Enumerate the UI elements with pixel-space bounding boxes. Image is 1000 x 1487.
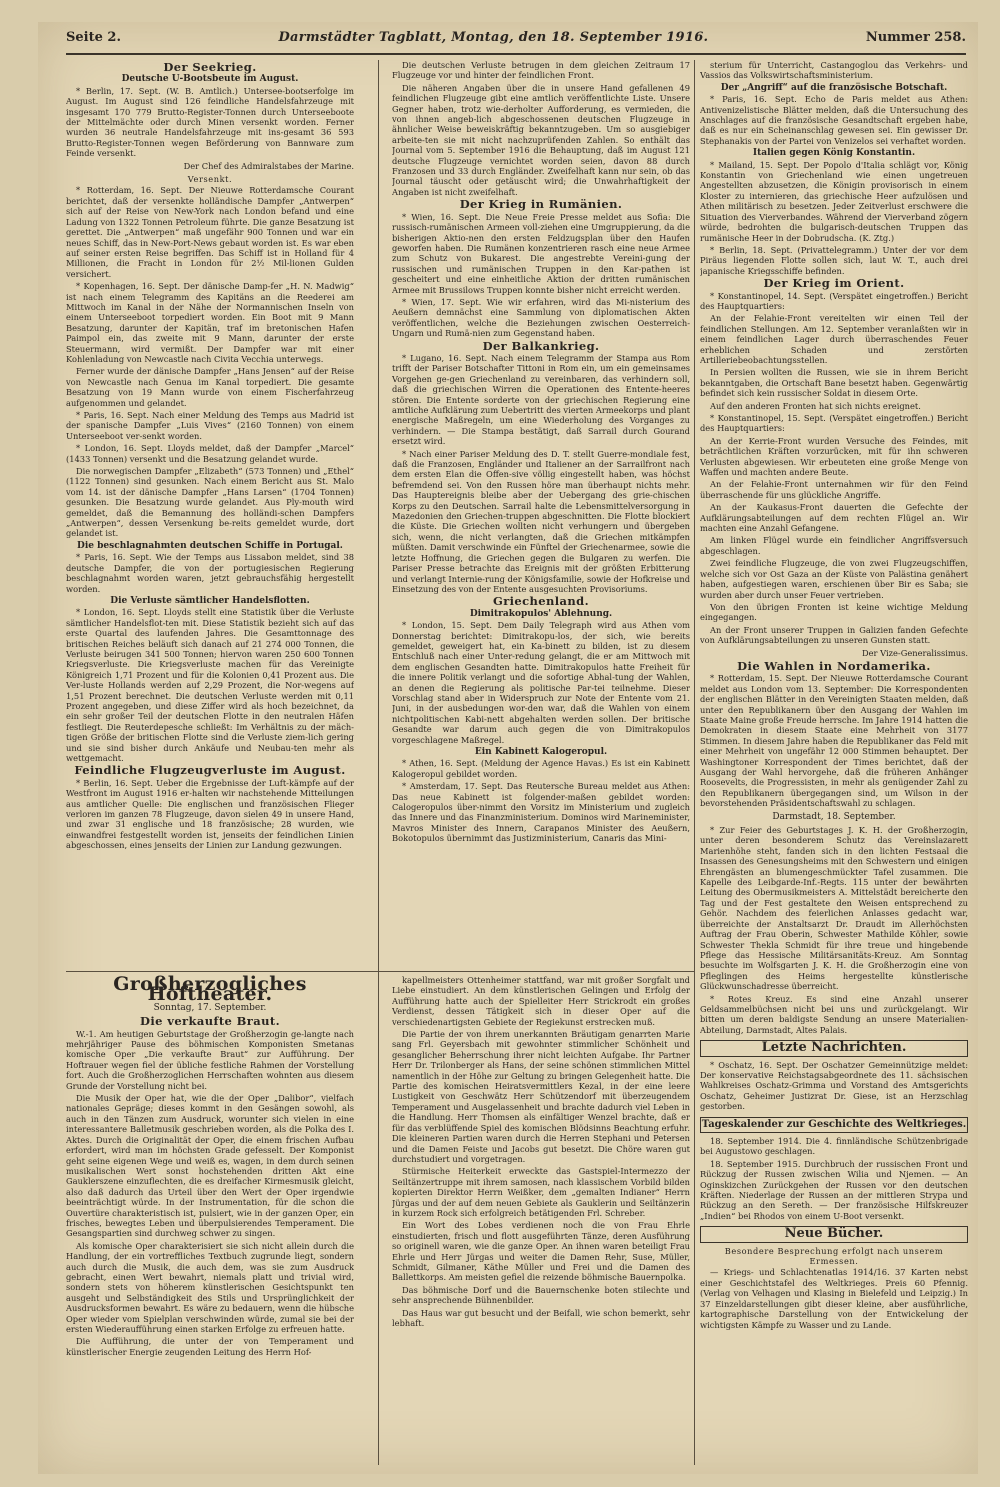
article-paragraph: * Konstantinopel, 15. Sept. (Verspätet eingetroffen.) Bericht des Hauptquartiers: — [700, 413, 968, 434]
subheading-u-boot: Deutsche U-Bootsbeute im August. — [121, 74, 299, 85]
section-title-balkankrieg: Der Balkankrieg. — [482, 338, 600, 353]
article-paragraph: * Konstantinopel, 14. Sept. (Verspätet eingetroffen.) Bericht des Hauptquartiers: — [700, 290, 968, 311]
review-paragraph: Als komische Oper charakterisiert sie sich nicht allein durch die Handlung, der ein vortreffliches Textbuch zugrunde liegt, sondern auch durch die Musik, die auch dem, was sie zum Ausdruck gebracht, einen Wert bewahrt, niemals platt und trivial wird, sondern stets von höherem künstlerischen Gesichtspunkt ten ausgeht und Selbständigkeit des Stils und Ursprünglichkeit der Ausdrucksformen bewahrt. Es wäre zu bedauern, wenn die hübsche Oper wieder vom Spielplan verschwinden würde, zumal sie bei der ersten Wiederaufführung einen starken Erfolge zu erfreuen hatte. — [66, 1240, 354, 1334]
article-paragraph: * Berlin, 17. Sept. (W. B. Amtlich.) Untersee-bootserfolge im August. Im August sind 126 feindliche Handelsfahrzeuge mit insgesamt 170 779 Brutto-Register-Tonnen durch Unterseeboote der Mittelmächte oder durch Minen versenkt worden. Ferner wurden 36 neutrale Handelsfahrzeuge mit ins-gesamt 36 593 Brutto-Register-Tonnen wegen Beförderung von Bannware zum Feinde versenkt. — [66, 85, 354, 159]
section-title-rumaenien: Der Krieg in Rumänien. — [459, 197, 623, 212]
section-title-orient: Der Krieg im Orient. — [763, 276, 905, 291]
article-paragraph: Die deutschen Verluste betrugen in dem gleichen Zeitraum 17 Flugzeuge vor und hinter der feindlichen Front. — [392, 60, 690, 81]
article-paragraph: * Mailand, 15. Sept. Der Popolo d'Italia schlägt vor, König Konstantin von Griechenland wie einen ungetreuen Angestellten abzusetzen, die Königin provisorisch in einem Kloster zu internieren, das griechische Heer aufzulösen und Athen militärisch zu besetzen. Jeder Zeitverlust erschwere die Situation des Vierverbandes. Während der Vierverband zögern würde, bedrohten die bulgarisch-deutschen Truppen das rumänische Heer in der Dobrudscha. (K. Ztg.) — [700, 159, 968, 243]
article-paragraph: * Wien, 17. Sept. Wie wir erfahren, wird das Mi-nisterium des Aeußern demnächst eine Sammlung von diplomatischen Akten veröffentlichen, welche die Beziehungen zwischen Oesterreich-Ungarn und Rumä-nien zum Gegenstand haben. — [392, 296, 690, 339]
theater-column-1 — [66, 975, 354, 1465]
article-paragraph: An der Felahie-Front unternahmen wir für den Feind überraschende für uns glückliche Angriffe. — [700, 479, 968, 500]
review-paragraph: kapellmeisters Ottenheimer stattfand, war mit großer Sorgfalt und Liebe einstudiert. An dem künstlerischen Gelingen und Erfolg der Aufführung hatte auch der Spielleiter Herr Strickrodt ein großes Verdienst, dessen Tätigkeit sich in dieser Oper auf die verschiedenartigsten Gebiete der Regiekunst erstrecken muß. — [392, 975, 690, 1027]
review-paragraph: W.-1. Am heutigen Geburtstage der Großherzogin ge-langte nach mehrjähriger Pause des böhmischen Komponisten Smetanas komische Oper „Die verkaufte Braut“ zur Aufführung. Der Hoftrauer wegen fiel der übliche festliche Rahmen der Vorstellung fort. Auch die Großherzoglichen Herrschaften wohnten aus diesem Grunde der Vorstellung nicht bei. — [66, 1028, 354, 1091]
article-paragraph: — Kriegs- und Schlachtenatlas 1914/16. 37 Karten nebst einer Geschichtstafel des Weltkrieges. Preis 60 Pfennig. (Verlag von Velhagen und Klasing in Bielefeld und Leipzig.) In 37 Einzeldarstellungen gibt dieser kleine, aber ausführliche, kartographische Darstellung von der Entwickelung der wichtigsten Kämpfe zu Wasser und zu Lande. — [700, 1267, 968, 1330]
article-paragraph: * Athen, 16. Sept. (Meldung der Agence Havas.) Es ist ein Kabinett Kalogeropul gebildet worden. — [392, 758, 690, 779]
theater-title: Großherzogliches Hoftheater. — [113, 975, 307, 1006]
article-paragraph: sterium für Unterricht, Castangoglou das Verkehrs- und Vassios das Volkswirtschaftsministerium. — [700, 60, 968, 81]
newspaper-title: Darmstädter Tagblatt, Montag, den 18. September 1916. — [278, 30, 709, 45]
article-paragraph: * Berlin, 18. Sept. (Privattelegramm.) Unter der vor dem Piräus liegenden Flotte sollen sich, laut W. T., auch drei japanische Kriegsschiffe befinden. — [700, 244, 968, 276]
review-paragraph: Die Musik der Oper hat, wie die der Oper „Dalibor“, vielfach nationales Gepräge; dieses kommt in den Gesängen sowohl, als auch in den Tänzen zum Ausdruck, worunter sich vielen in eine interessantere Balletmusik geschrieben worden, als die Polka des I. Aktes. Durch die Originalität der Oper, die einem frischen Aufbau erfordert, wird man im höchsten Grade gefesselt. Der Komponist geht seine eigenen Wege und weiß es, wagen, in dem durch seinen musikalischen Wert sonst hochstehenden dritten Akt eine Gauklerszene einzuflechten, die es dreifacher Kirmesmusik gleicht, also daß dadurch das Urteil über den Wert der Oper irgendwie beeinträchtigt würde. In der Instrumentation, für die schon die Ouvertüre charakteristisch ist, pulsiert, wie in der ganzen Oper, ein frisches, bewegtes Leben und überpulsierendes Temperament. Die Gesangspartien sind durchweg schwer zu singen. — [66, 1093, 354, 1239]
masthead — [66, 30, 966, 52]
review-paragraph: Ein Wort des Lobes verdienen noch die von Frau Ehrle einstudierten, frisch und flott ausgeführten Tänze, deren Ausführung so originell waren, wie die ganze Oper. An ihnen waren beteiligt Frau Ehrle und Herr Jürgas und weiter die Damen Rehr, Suse, Müller, Schmidt, Gilmaner, Käthe Müller und Frei und die Damen des Ballettkorps. Am meisten gefiel die reizende böhmische Bauernpolka. — [392, 1220, 690, 1283]
review-paragraph: Die Aufführung, die unter der von Temperament und künstlerischer Energie zeugenden Leitung des Herrn Hof- — [66, 1336, 354, 1357]
theater-column-2 — [392, 975, 690, 1465]
article-paragraph: * Oschatz, 16. Sept. Der Oschatzer Gemeinnützige meldet: Der konservative Reichstagsabgeordnete des 11. sächsischen Wahlkreises Oschatz-Grimma und Vorstand des Amtsgerichts Oschatz, Geheimer Justizrat Dr. Giese, ist an Herzschlag gestorben. — [700, 1059, 968, 1112]
article-paragraph: * London, 15. Sept. Dem Daily Telegraph wird aus Athen vom Donnerstag berichtet: Dimitrakopu-los, der sich, wie bereits gemeldet, geweigert hat, ein Ka-binett zu bilden, ist zu diesem Entschluß nach einer Unter-redung gelangt, die er am Mittwoch mit dem englischen Gesandten hatte. Dimitrakopulos hatte Freiheit für die innere Politik verlangt und die sofortige Abhal-tung der Wahlen, an denen die Regierung als politische Par-tei teilnehme. Dieser Vorschlag stand aber in Widerspruch zur Note der Entente vom 21. Juni, in der ausbedungen wor-den war, daß die Wahlen von einem nichtpolitischen Kabi-nett abgehalten werden sollen. Der britische Gesandte war darum auch gegen die von Dimitrakopulos vorgeschlagene Maßregel. — [392, 620, 690, 745]
theater-date: Sonntag, 17. September. — [153, 1002, 267, 1013]
article-paragraph: * Wien, 16. Sept. Die Neue Freie Presse meldet aus Sofia: Die russisch-rumänischen Armeen voll-ziehen eine Umgruppierung, da die bisherigen Aktio-nen den ersten Feldzugsplan über den Haufen geworfen haben. Die Rumänen konzentrieren rasch eine neue Armee zum Schutz von Bukarest. Die angestrebte Vereini-gung der russischen und rumänischen Truppen in den Kar-pathen ist gescheitert und eine einheitliche Aktion der dritten rumänischen Armee mit Brussilows Truppen konnte bisher nicht erreicht werden. — [392, 211, 690, 295]
signature: Der Chef des Admiralstabes der Marine. — [183, 160, 354, 171]
article-paragraph: * Berlin, 16. Sept. Ueber die Ergebnisse der Luft-kämpfe auf der Westfront im August 1916 er-halten wir nachstehende Mitteilungen aus amtlicher Quelle: Die englischen und französischen Flieger verloren im ganzen 78 Flugzeuge, davon sielen 49 in unsere Hand, und zwar 31 englische und 18 französische; 28 wurden, wie einwandfrei festgestellt worden ist, jenseits der feindlichen Linien abgeschossen, eines jenseits der Linien zur Landung gezwungen. — [66, 777, 354, 851]
column-rule-2 — [694, 60, 695, 1465]
article-paragraph: * Paris, 16. Sept. Echo de Paris meldet aus Athen: Antivenizelistische Blätter melden, daß die Untersuchung des Anschlages auf die französische Gesandtschaft ergeben habe, daß es nur ein Scheinanschlag gewesen sei. Ein gewisser Dr. Stephanakis von der Partei von Venizelos sei verhaftet worden. — [700, 94, 968, 146]
header-rule — [66, 53, 966, 55]
article-paragraph: * London, 16. Sept. Lloyds meldet, daß der Dampfer „Marcel“ (1433 Tonnen) versenkt und die Besatzung gelandet wurde. — [66, 443, 354, 464]
article-paragraph: In Persien wollten die Russen, wie sie in ihrem Bericht bekanntgaben, die Ortschaft Bane besetzt haben. Gegenwärtig befindet sich kein russischer Soldat in diesem Orte. — [700, 367, 968, 399]
article-paragraph: * London, 16. Sept. Lloyds stellt eine Statistik über die Verluste sämtlicher Handelsflot-ten mit. Diese Statistik bezieht sich auf das erste Quartal des laufenden Jahres. Die Gesamttonnage des britischen Reiches beläuft sich danach auf 21 274 000 Tonnen, die Verluste beirugen 341 500 Tonnen; hiervon waren 250 600 Tonnen Kriegsverluste. Die Kriegsverluste machen für das Vereinigte Königreich 1,71 Prozent und für die Kolonien 0,41 Prozent aus. Die Ver-luste Hollands werden auf 2,29 Prozent, die Nor-wegens auf 1,51 Prozent berechnet. Die deutschen Verluste werden mit 0,11 Prozent angegeben, und diese Ziffer wird als hoch bezeichnet, da ein sehr großer Teil der deutschen Flotte in den neutralen Häfen festliegt. Die Reuterdepesche schließt: Im Verhältnis zu der mäch-tigen Größe der britischen Flotte sind die Verluste ziem-lich gering und sie sind bisher durch Ankäufe und Neubau-ten mehr als wettgemacht. — [66, 607, 354, 763]
column-2 — [392, 60, 690, 970]
article-paragraph: * Rotterdam, 15. Sept. Der Nieuwe Rotterdamsche Courant meldet aus London vom 13. September: Die Korrespondenten der englischen Blätter in den Vereinigten Staaten melden, daß unter den Republikanern über den Ausgang der Wahlen im Staate Maine große Freude herrsche. Im Jahre 1914 hatten die Demokraten in diesem Staate eine Mehrheit von 3177 Stimmen. In diesem Jahre haben die Republikaner das Feld mit einer Mehrheit von ungefähr 12 000 Stimmen behauptet. Der Washingtoner Korrespondent der Times berichtet, daß der Ausgang der Wahl hervorgehe, daß die früheren Anhänger Roosevelts, die Progressisten, in mehr als genügender Zahl zu den Republikanern übergegangen sind, um Wilson in der bevorstehenden Präsidentschaftswahl zu schlagen. — [700, 673, 968, 809]
article-paragraph: An der Felahie-Front vereitelten wir einen Teil der feindlichen Stellungen. Am 12. September veranlaßten wir in einem feindlichen Lager durch überraschendes Feuer erheblichen Schaden und zerstörten Artilleriebeobachtungsstellen. — [700, 313, 968, 365]
section-title-griechenland: Griechenland. — [492, 594, 590, 609]
article-paragraph: * Rotes Kreuz. Es sind eine Anzahl unserer Geldsammelbüchsen nicht bei uns und zurückgelangt. Wir bitten um deren baldigste Sendung an unsere Materialien-Abteilung, Darmstadt, Altes Palais. — [700, 993, 968, 1035]
subheading-ablehnung: Dimitrakopulos' Ablehnung. — [469, 608, 613, 619]
review-paragraph: Die Partie der von ihrem unerkannten Bräutigam genarrten Marie sang Frl. Geyersbach mit gewohnter stimmlicher Schönheit und gesanglicher Beherrschung ihrer nicht leichten Aufgabe. Ihr Partner Herr Dr. Trilonberger als Hans, der seine schönen stimmlichen Mittel namentlich in der Höhe zur Geltung zu bringen Gelegenheit hatte. Die Partie des komischen Heiratsvermittlers Kezal, in der eine leere Lustigkeit von Geschwätz Herr Schützendorf mit überzeugendem Temperament und Ausgelassenheit und brachte dadurch viel Leben in die Handlung. Herr Thomsen als einfältiger Wenzel brachte, daß er für das verblüffende Spiel des komischen Blödsinns Beachtung erfuhr. Die kleineren Partien waren durch die Herren Stephani und Petersen und die Damen Feiste und Jacobs gut besetzt. Die Chöre waren gut durchstudiert und vorgetragen. — [392, 1029, 690, 1164]
column-rule-1 — [378, 60, 379, 1465]
article-paragraph: * Amsterdam, 17. Sept. Das Reutersche Bureau meldet aus Athen: Das neue Kabinett ist folgender-maßen gebildet worden: Calogeropulos über-nimmt den Vorsitz im Ministerium und zugleich das Innere und das Finanzministerium. Dominos wird Marineminister, Mavros Minister des Innern, Carapanos Minister des Aeußern, Bokotopulos übernimmt das Justizministerium, Canaris das Mini- — [392, 781, 690, 844]
article-paragraph: Die näheren Angaben über die in unsere Hand gefallenen 49 feindlichen Flugzeuge gibt eine amtlich veröffentlichte Liste. Unsere Gegner haben, trotz wie-derholter Aufforderung, es vermieden, die von ihnen angeb-lich abgeschossenen deutschen Flugzeuge in ähnlicher Weise beweiskräftig bekanntzugeben. Um so ausgiebiger arbeite-ten sie mit nicht nachzuprüfenden Zahlen. So enthält das Journal vom 5. September 1916 die Behauptung, daß im August 121 deutsche Flugzeuge vernichtet worden seien, davon 88 durch Franzosen und 33 durch Engländer. Zweifelhaft kann nur sein, ob das Journal täuscht oder getäuscht wird; die Unwahrhaftigkeit der Angaben ist nicht zweifelhaft. — [392, 82, 690, 197]
section-title-letzte-nachrichten: Letzte Nachrichten. — [700, 1040, 968, 1056]
article-paragraph: 18. September 1915. Durchbruch der russischen Front und Rückzug der Russen zwischen Wilia und Njemen. — An Oginskizchen Zurückgehen der Russen vor den deutschen Kräften. Niederlage der Russen an der mittleren Strypa und Rückzug an den Sereth. — Der französische Hilfskreuzer „Indien“ bei Rhodos von einem U-Boot versenkt. — [700, 1158, 968, 1221]
review-paragraph: Stürmische Heiterkeit erweckte das Gastspiel-Intermezzo der Seiltänzertruppe mit ihrem samosen, nach klassischem Vorbild bilden kopierten Direktor Herrn Weißker, dem „gemalten Indianer“ Herrn Jürgas und der auf dem neuen Gebiete als Gauklerin und Seiltänzerin in kurzem Rock sich erfolgreich betätigenden Frl. Schreber. — [392, 1166, 690, 1218]
article-paragraph: * Nach einer Pariser Meldung des D. T. stellt Guerre-mondiale fest, daß die Franzosen, Engländer und Italiener an der Sarrailfront nach dem ersten Elan die Offen-sive völlig eingestellt haben, was höchst befremdend sei. Von den Russen höre man überhaupt nichts mehr. Das Hauptereignis bleibe aber der Uebergang des grie-chischen Korps zu den Deutschen. Sarrail halte die Lebensmittelversorgung in Mazedonien den Griechen-truppen abgeschnitten. Die Flotte blockiert die Küste. Die Griechen wollten nicht verhungern und übergeben sich, wenn, die nicht verlangten, daß die Griechen mitkämpfen müßten. Damit verschwinde ein Fünftel der Griechenarmee, sowie die letzte Hoffnung, die Griechen gegen die Bulgaren zu werfen. Die Pariser Presse betrachte das Ereignis mit der größten Erbitterung und verlangt Internie-rung der Königsfamilie, sowie der Hofkreise und Einsetzung des von der Entente ausgesuchten Provisoriums. — [392, 448, 690, 594]
article-paragraph: Ferner wurde der dänische Dampfer „Hans Jensen“ auf der Reise von Newcastle nach Genua im Kanal torpediert. Die gesamte Besatzung von 19 Mann wurde von einem Fischerfahrzeug aufgenommen und gelandet. — [66, 366, 354, 408]
subheading-kabinett: Ein Kabinett Kalogeropul. — [474, 747, 608, 757]
subheading-handelsflotten: Die Verluste sämtlicher Handelsflotten. — [110, 595, 310, 606]
section-title-seekrieg: Der Seekrieg. — [163, 60, 257, 74]
subheading-italien: Italien gegen König Konstantin. — [752, 148, 916, 159]
article-paragraph: * Kopenhagen, 16. Sept. Der dänische Damp-fer „H. N. Madwig“ ist nach einem Telegramm des Kapitäns an die Reederei am Mittwoch im Kanal in der Nähe der Normannischen Inseln von einem Unterseeboot torpediert worden. Ein Boot mit 9 Mann Besatzung, darunter der Kapitän, traf im bretonischen Hafen Paimpol ein, das zweite mit 9 Mann, darunter der erste Steuermann, wird vermißt. Der Dampfer war mit einer Kohlenladung von Newcastle nach Civita Vecchia unterwegs. — [66, 281, 354, 364]
article-paragraph: Zwei feindliche Flugzeuge, die von zwei Flugzeugschiffen, welche sich vor Ost Gaza an der Küste von Palästina genähert haben, aufgestiegen waren, erschienen über Bir es Saba; sie wurden aber durch unser Feuer vertrieben. — [700, 558, 968, 600]
article-paragraph: * Zur Feier des Geburtstages J. K. H. der Großherzogin, unter deren besonderem Schutz das Vereinslazarett Marienhöhe steht, fanden sich in den lichten Festsaal die Insassen des Genesungsheims mit den Schwestern und einigen Ehrengästen an blumengeschmückter Tafel zusammen. Die Kapelle des Leibgarde-Inf.-Regts. 115 unter der bewährten Leitung des Obermusikmeisters A. Mittelstädt bereicherte den Tag und der Fest gestaltete den Weisen entsprechend zu Gehör. Nachdem des feierlichen Anlasses gedacht war, überreichte der Anstaltsarzt Dr. Draudt im Allerhöchsten Auftrag der Frau Oberin, Schwester Mathilde Köhler, sowie Schwester Thekla Schmidt für ihre treue und hingebende Pflege das Hessische Militärsanitäts-Kreuz. Am Sonntag besuchte im Wolfsgarten J. K. H. die Großherzogin eine von Pfleglingen des Heims hergestellte künstlerische Glückwunschadresse überreicht. — [700, 825, 968, 992]
subheading-portugal: Die beschlagnahmten deutschen Schiffe in Portugal. — [77, 540, 343, 551]
article-paragraph: An der Kaukasus-Front dauerten die Gefechte der Aufklärungsabteilungen auf dem rechten Flügel an. Wir machten eine Anzahl Gefangene. — [700, 502, 968, 534]
article-paragraph: Am linken Flügel wurde ein feindlicher Angriffsversuch abgeschlagen. — [700, 535, 968, 556]
article-paragraph: * Paris, 16. Sept. Nach einer Meldung des Temps aus Madrid ist der spanische Dampfer „Luis Vives“ (2160 Tonnen) von einem Unterseeboot ver-senkt worden. — [66, 410, 354, 441]
issue-number: Nummer 258. — [865, 30, 966, 45]
play-title: Die verkaufte Braut. — [140, 1014, 280, 1029]
column-3 — [700, 60, 968, 1465]
article-paragraph: Die norwegischen Dampfer „Elizabeth“ (573 Tonnen) und „Ethel“ (1122 Tonnen) sind gesunken. Nach einem Bericht aus St. Malo vom 14. ist der dänische Dampfer „Hans Larsen“ (1704 Tonnen) gesunken. Die Besatzung wurde gelandet. Aus Ply-mouth wird gemeldet, daß die Bemannung des holländi-schen Dampfers „Antwerpen“, dessen Versenkung be-reits gemeldet wurde, dort gelandet ist. — [66, 466, 354, 539]
article-paragraph: An der Front unserer Truppen in Galizien fanden Gefechte von Aufklärungsabteilungen zu unseren Gunsten statt. — [700, 624, 968, 646]
article-paragraph: Auf den anderen Fronten hat sich nichts ereignet. — [710, 400, 921, 411]
article-paragraph: * Rotterdam, 16. Sept. Der Nieuwe Rotterdamsche Courant berichtet, daß der versenkte holländische Dampfer „Antwerpen“ sich auf der Reise von New-York nach London befand und eine Ladung von 1322 Tonnen Petroleum führte. Die ganze Besatzung ist gerettet. Die „Antwerpen“ maß ungefähr 900 Tonnen und war ein neues Schiff, das in New-Port-News gebaut worden ist. Es war eben auf seiner ersten Reise begriffen. Das Schiff ist in Holland für 4 Millionen, die Fracht in London für 2½ Mil-lionen Gulden versichert. — [66, 185, 354, 279]
subheading-botschaft: Der „Angriff“ auf die französische Botschaft. — [720, 82, 948, 93]
dateline-darmstadt: Darmstadt, 18. September. — [772, 811, 896, 822]
review-paragraph: Das Haus war gut besucht und der Beifall, wie schon bemerkt, sehr lebhaft. — [392, 1307, 690, 1328]
signature: Der Vize-Generalissimus. — [861, 647, 968, 658]
article-paragraph: Von den übrigen Fronten ist keine wichtige Meldung eingegangen. — [700, 601, 968, 623]
subheading-besprechung: Besondere Besprechung erfolgt nach unserem Ermessen. — [724, 1245, 944, 1267]
article-paragraph: * Paris, 16. Sept. Wie der Temps aus Lissabon meldet, sind 38 deutsche Dampfer, die von der portugiesischen Regierung beschlagnahmt worden waren, jetzt gebrauchsfähig hergestellt worden. — [66, 552, 354, 594]
section-title-flugzeugverluste: Feindliche Flugzeugverluste im August. — [74, 763, 346, 778]
section-title-wahlen: Die Wahlen in Nordamerika. — [737, 658, 931, 673]
review-paragraph: Das böhmische Dorf und die Bauernschenke boten stilechte und sehr ansprechende Bühnenbilder. — [392, 1284, 690, 1306]
page-number: Seite 2. — [66, 30, 121, 45]
subheading-versenkt: Versenkt. — [187, 174, 233, 185]
section-title-tageskalender: Tageskalender zur Geschichte des Weltkrieges. — [700, 1117, 968, 1133]
section-rule — [66, 971, 694, 972]
article-paragraph: An der Kerrie-Front wurden Versuche des Feindes, mit beträchtlichen Kräften vorzurücken, mit für ihn schweren Verlusten abgewiesen. Wir erbeuteten eine große Menge von Waffen und machten andere Beute. — [700, 435, 968, 478]
article-paragraph: 18. September 1914. Die 4. finnländische Schützenbrigade bei Augustowo geschlagen. — [700, 1136, 968, 1157]
article-paragraph: * Lugano, 16. Sept. Nach einem Telegramm der Stampa aus Rom trifft der Pariser Botschafter Tittoni in Rom ein, um ein gemeinsames Vorgehen ge-gen Griechenland zu vereinbaren, das verhindern soll, daß die griechischen Wirren die Operationen des Entente-heeres stören. Die Entente sorderte von der griechischen Regierung eine amtliche Aufklärung zum Uebertritt des vierten Armeekorps und plant energische Maßregeln, um eine Wiederholung des Vorganges zu verhindern. — Die Stampa bestätigt, daß Sarrail durch Gourand ersetzt wird. — [392, 352, 690, 447]
column-1 — [66, 60, 354, 970]
section-title-neue-buecher: Neue Bücher. — [700, 1226, 968, 1242]
